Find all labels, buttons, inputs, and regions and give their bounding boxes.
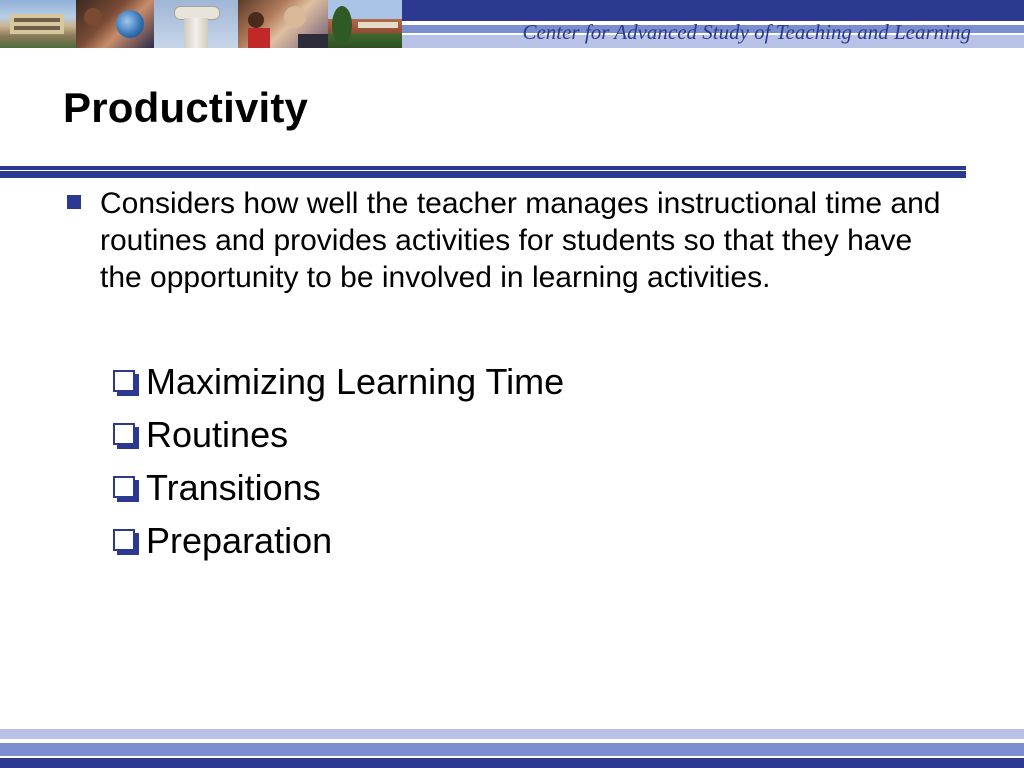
main-bullet-text: Considers how well the teacher manages instructional time and routines and provides activities for students so that they have the opportunity to be involved in learning activities. (100, 187, 941, 294)
checkbox-bullet-icon (113, 423, 139, 449)
square-bullet-icon (67, 195, 81, 209)
slide-title: Productivity (63, 84, 309, 131)
sub-bullet-item (113, 461, 564, 514)
sub-bullet-label: Transitions (146, 466, 321, 508)
sub-bullet-label: Preparation (146, 519, 333, 561)
main-bullet (63, 185, 943, 296)
sub-bullet-label: Routines (146, 413, 289, 455)
column-capital-photo (154, 0, 238, 48)
org-title: Center for Advanced Study of Teaching and Learning (522, 20, 971, 44)
sub-bullet-item (113, 408, 564, 461)
campus-photo (328, 0, 402, 48)
footer-stripes (0, 729, 1024, 768)
header-banner (0, 0, 1024, 50)
sub-bullet-label: Maximizing Learning Time (146, 360, 565, 402)
checkbox-bullet-icon (113, 476, 139, 502)
building-photo (0, 0, 76, 48)
students-globe-photo (76, 0, 154, 48)
checkbox-bullet-icon (113, 370, 139, 396)
students-computer-photo (238, 0, 328, 48)
photo-strip (0, 0, 402, 48)
sub-bullet-item (113, 514, 564, 567)
checkbox-bullet-icon (113, 529, 139, 555)
sub-bullet-list (113, 355, 564, 567)
sub-bullet-item (113, 355, 564, 408)
title-divider (0, 166, 966, 178)
